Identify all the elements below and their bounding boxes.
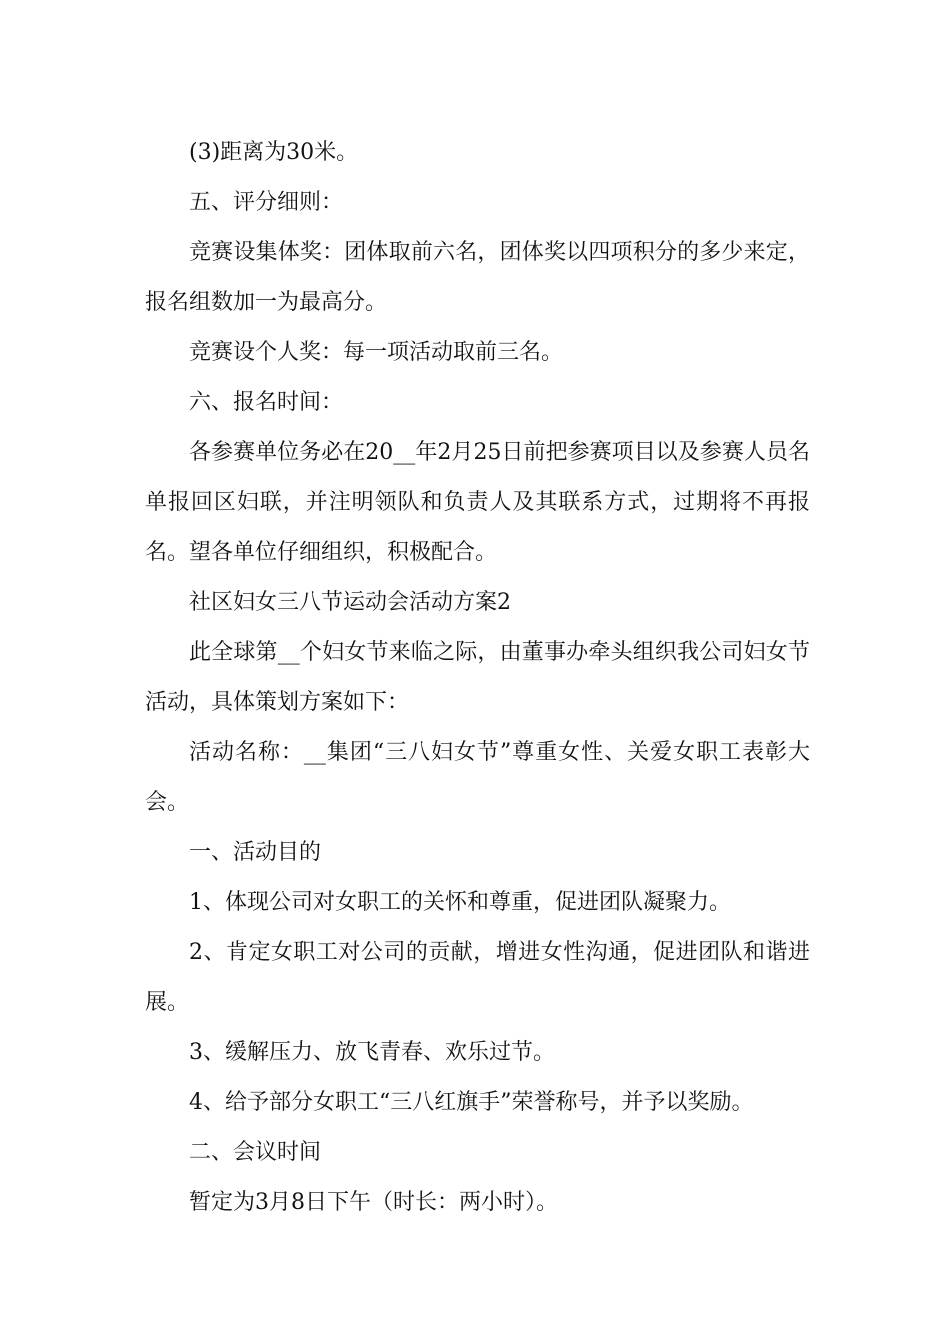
purpose-item-3: 3、缓解压力、放飞青春、欢乐过节。 xyxy=(189,1040,555,1065)
document-body xyxy=(145,128,810,1228)
individual-award-paragraph: 竞赛设个人奖：每一项活动取前三名。 xyxy=(189,340,564,365)
distance-item: (3)距离为30米。 xyxy=(189,140,359,165)
meeting-time-paragraph: 暂定为3月8日下午（时长：两小时）。 xyxy=(189,1190,558,1215)
section-heading-registration: 六、报名时间： xyxy=(189,390,344,415)
purpose-item-2: 2、肯定女职工对公司的贡献，增进女性沟通，促进团队和谐进展。 xyxy=(145,940,810,1015)
section-heading-scoring: 五、评分细则： xyxy=(189,190,344,215)
registration-paragraph: 各参赛单位务必在20__年2月25日前把参赛项目以及参赛人员名单报回区妇联，并注明领队和负责人及其联系方式，过期将不再报名。望各单位仔细组织，积极配合。 xyxy=(145,440,810,565)
intro-paragraph: 此全球第__个妇女节来临之际，由董事办牵头组织我公司妇女节活动，具体策划方案如下： xyxy=(145,640,810,715)
purpose-item-4: 4、给予部分女职工“三八红旗手”荣誉称号，并予以奖励。 xyxy=(189,1090,754,1115)
section-heading-meeting-time: 二、会议时间 xyxy=(189,1140,322,1165)
purpose-item-1: 1、体现公司对女职工的关怀和尊重，促进团队凝聚力。 xyxy=(189,890,731,915)
team-award-paragraph: 竞赛设集体奖：团体取前六名，团体奖以四项积分的多少来定，报名组数加一为最高分。 xyxy=(145,240,810,315)
section-heading-purpose: 一、活动目的 xyxy=(189,840,322,865)
activity-name-paragraph: 活动名称：__集团“三八妇女节”尊重女性、关爱女职工表彰大会。 xyxy=(145,740,810,815)
plan-title: 社区妇女三八节运动会活动方案2 xyxy=(189,590,511,615)
